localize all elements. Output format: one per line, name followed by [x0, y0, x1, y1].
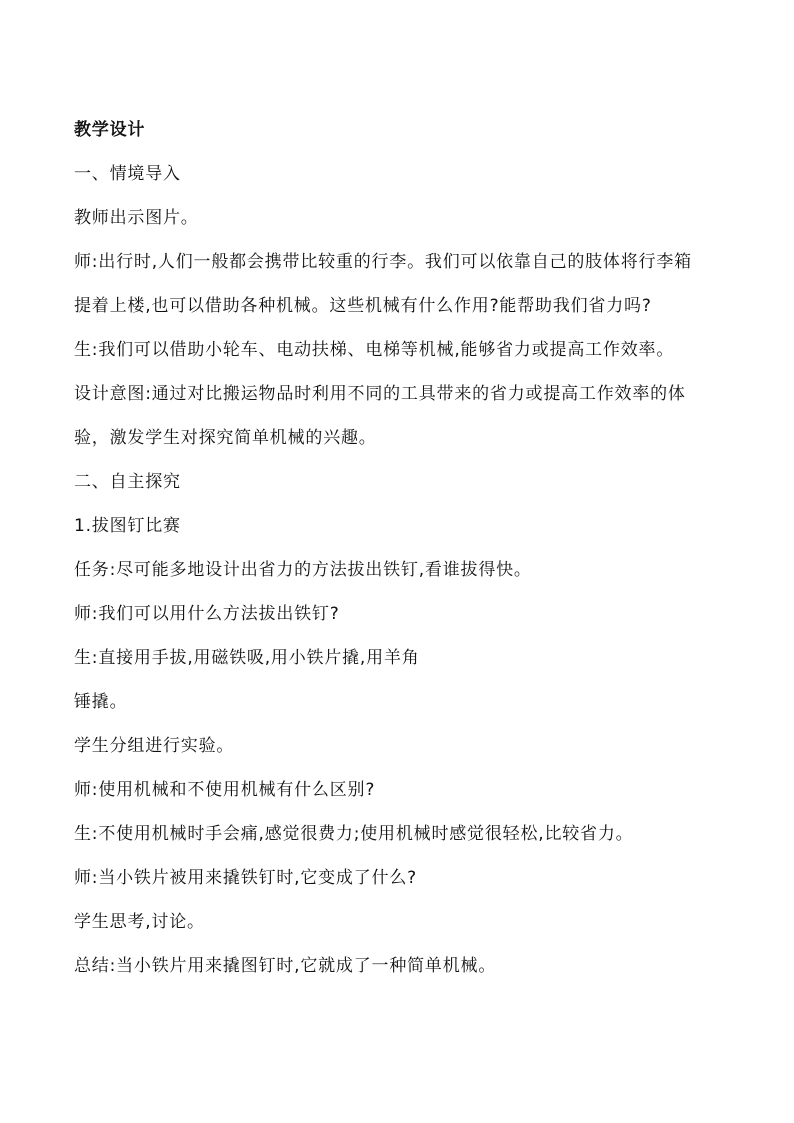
document-title: 教学设计: [74, 120, 146, 140]
section-heading-scenario: 一、情境导入: [74, 164, 181, 184]
paragraph-student-methods-line1: 生:直接用手拔,用磁铁吸,用小铁片撬,用羊角: [74, 648, 420, 668]
paragraph-student-answer: 生:我们可以借助小轮车、电动扶梯、电梯等机械,能够省力或提高工作效率。: [74, 340, 675, 360]
paragraph-student-methods-line2: 锤撬。: [74, 692, 128, 712]
paragraph-summary: 总结:当小铁片用来撬图钉时,它就成了一种简单机械。: [74, 956, 497, 976]
paragraph-group-experiment: 学生分组进行实验。: [74, 736, 235, 756]
subheading-pin-contest: 1.拔图钉比赛: [74, 516, 181, 536]
paragraph-teacher-travel-line1: 师:出行时,人们一般都会携带比较重的行李。我们可以依靠自己的肢体将行李箱: [74, 252, 692, 272]
document-body: [74, 108, 734, 988]
paragraph-student-discussion: 学生思考,讨论。: [74, 912, 205, 932]
paragraph-teacher-difference: 师:使用机械和不使用机械有什么区别?: [74, 780, 376, 800]
paragraph-task: 任务:尽可能多地设计出省力的方法拔出铁钉,看谁拔得快。: [74, 560, 532, 580]
paragraph-show-pictures: 教师出示图片。: [74, 208, 199, 228]
paragraph-design-intent-line1: 设计意图:通过对比搬运物品时利用不同的工具带来的省力或提高工作效率的体: [74, 384, 686, 404]
paragraph-teacher-transform: 师:当小铁片被用来撬铁钉时,它变成了什么?: [74, 868, 417, 888]
paragraph-student-difference: 生:不使用机械时手会痛,感觉很费力;使用机械时感觉很轻松,比较省力。: [74, 824, 634, 844]
paragraph-design-intent-line2: 验，激发学生对探究简单机械的兴趣。: [74, 428, 377, 448]
paragraph-teacher-travel-line2: 提着上楼,也可以借助各种机械。这些机械有什么作用?能帮助我们省力吗?: [74, 296, 652, 316]
section-heading-exploration: 二、自主探究: [74, 472, 181, 492]
paragraph-teacher-question: 师:我们可以用什么方法拔出铁钉?: [74, 604, 340, 624]
